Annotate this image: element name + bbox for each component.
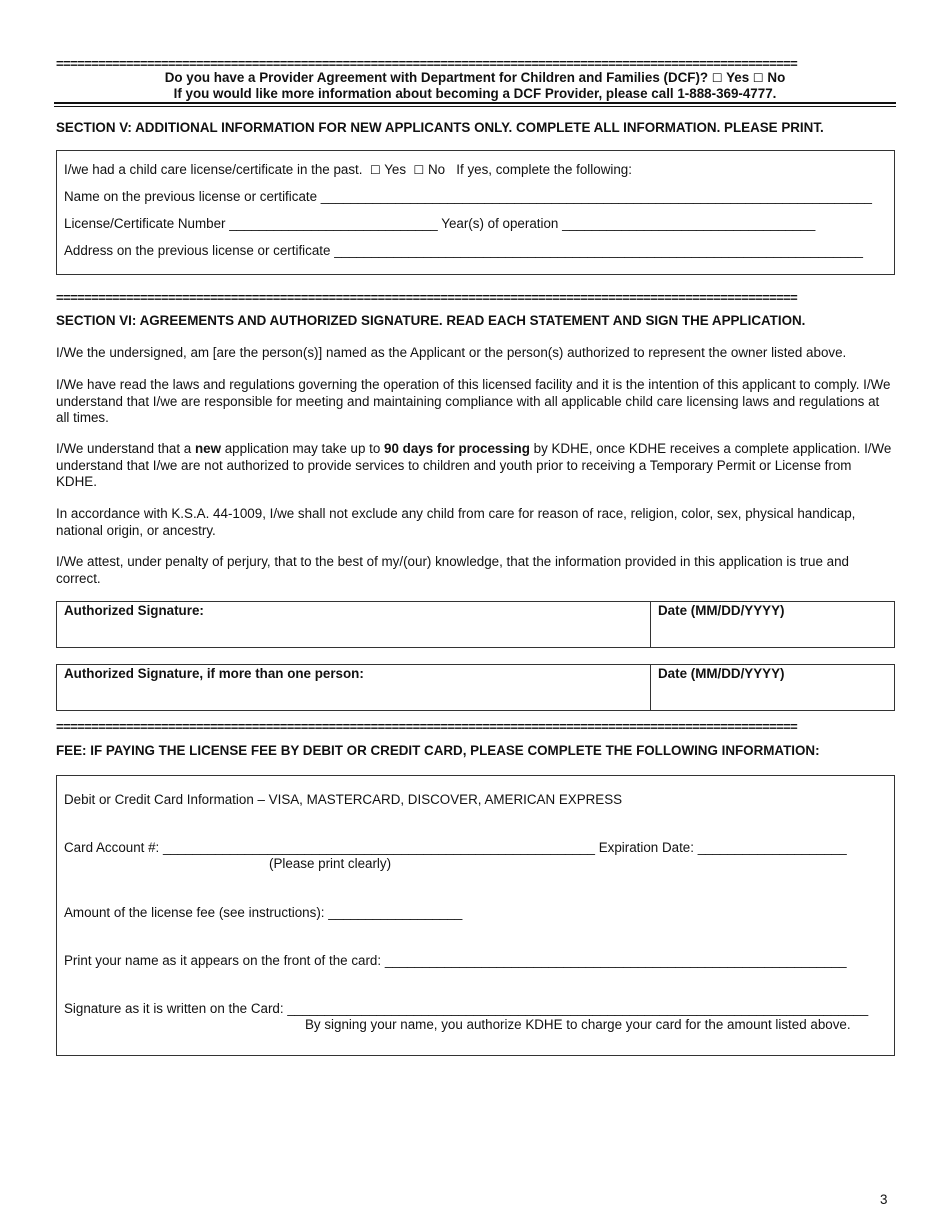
past-license-no-label: No (428, 162, 446, 177)
dcf-question-line (56, 70, 894, 86)
section5-heading: SECTION V: ADDITIONAL INFORMATION FOR NEW APPLICANTS ONLY. COMPLETE ALL INFORMATION. PLEASE PRINT. (56, 120, 824, 135)
dcf-question: Do you have a Provider Agreement with Department for Children and Families (DCF)? (164, 70, 709, 85)
license-fee-label: Amount of the license fee (see instructions): (64, 905, 325, 920)
card-signature-row (64, 1001, 868, 1016)
dcf-yes-checkbox[interactable]: ☐ (711, 71, 723, 85)
statement-3-new: new (194, 441, 222, 456)
second-signature-label: Authorized Signature, if more than one person: (64, 666, 364, 681)
past-license-yes-checkbox[interactable]: ☐ (369, 163, 381, 177)
card-account-field[interactable]: __________________________________________________________ (163, 840, 595, 855)
statement-4: In accordance with K.S.A. 44-1009, I/we shall not exclude any child from care for reason of race, religion, color, sex, physical handicap, national origin, or ancestry. (56, 506, 856, 538)
previous-address-row (64, 243, 863, 258)
past-license-question: I/we had a child care license/certificate in the past. (64, 162, 363, 177)
card-signature-label: Signature as it is written on the Card: (64, 1001, 284, 1016)
print-clearly-note: (Please print clearly) (269, 856, 392, 871)
dcf-info: If you would like more information about becoming a DCF Provider, please call 1-888-369-4777. (173, 86, 777, 101)
license-fee-field[interactable]: __________________ (328, 905, 463, 920)
years-operation-label: Year(s) of operation (441, 216, 559, 231)
section6-heading: SECTION VI: AGREEMENTS AND AUTHORIZED SIGNATURE. READ EACH STATEMENT AND SIGN THE APPLICATION. (56, 313, 806, 328)
statement-3-days: 90 days for processing (384, 441, 530, 456)
cardholder-name-row (64, 953, 847, 968)
cardholder-name-label: Print your name as it appears on the front of the card: (64, 953, 382, 968)
page-number: 3 (880, 1192, 888, 1207)
separator-line: ========================================================================================================== (56, 58, 798, 70)
statement-1: I/We the undersigned, am [are the person(s)] named as the Applicant or the person(s) authorized to represent the owner listed above. (56, 345, 847, 360)
separator-line: ========================================================================================================== (56, 721, 798, 733)
expiration-date-field[interactable]: ____________________ (697, 840, 847, 855)
previous-name-row (64, 189, 872, 204)
double-rule-top (54, 102, 896, 104)
second-signature-date-label: Date (MM/DD/YYYY) (658, 666, 785, 681)
card-info-text: Debit or Credit Card Information – VISA, MASTERCARD, DISCOVER, AMERICAN EXPRESS (64, 792, 623, 807)
statement-3-part-b: application may take up to (221, 441, 385, 456)
card-account-row (64, 840, 847, 855)
cardholder-name-field[interactable]: ______________________________________________________________ (384, 953, 847, 968)
license-number-field[interactable]: ____________________________ (229, 216, 438, 231)
license-fee-row (64, 905, 462, 920)
if-yes-instruction: If yes, complete the following: (456, 162, 632, 177)
past-license-yes-label: Yes (384, 162, 407, 177)
card-account-label: Card Account #: (64, 840, 160, 855)
years-operation-field[interactable]: __________________________________ (562, 216, 816, 231)
authorize-note: By signing your name, you authorize KDHE to charge your card for the amount listed above. (305, 1017, 851, 1032)
double-rule-bottom (54, 106, 896, 107)
expiration-date-label: Expiration Date: (598, 840, 694, 855)
statement-2: I/We have read the laws and regulations governing the operation of this licensed facility and it is the intention of this applicant to comply. I/We understand that I/we are responsible for meeting and maintaining compliance with all applicable child care licensing laws and regulations at all times. (56, 377, 891, 425)
previous-address-field[interactable]: _______________________________________________________________________ (334, 243, 863, 258)
dcf-yes-label: Yes (726, 70, 750, 85)
statement-3-part-c: by KDHE, once KDHE receives a complete application. I/We understand that I/we are not authorized to provide services to children and youth prior to receiving a Temporary Permit or License from KDHE. (56, 441, 892, 489)
fee-heading: FEE: IF PAYING THE LICENSE FEE BY DEBIT OR CREDIT CARD, PLEASE COMPLETE THE FOLLOWING INFORMATION: (56, 743, 820, 758)
previous-name-label: Name on the previous license or certificate (64, 189, 318, 204)
authorized-signature-label: Authorized Signature: (64, 603, 204, 618)
dcf-no-label: No (767, 70, 786, 85)
signature-date-label: Date (MM/DD/YYYY) (658, 603, 785, 618)
card-signature-field[interactable]: ______________________________________________________________________________ (287, 1001, 869, 1016)
statement-5: I/We attest, under penalty of perjury, that to the best of my/(our) knowledge, that the information provided in this application is true and correct. (56, 554, 849, 586)
previous-address-label: Address on the previous license or certificate (64, 243, 331, 258)
dcf-no-checkbox[interactable]: ☐ (752, 71, 764, 85)
separator-line: ========================================================================================================== (56, 292, 798, 304)
past-license-no-checkbox[interactable]: ☐ (413, 163, 425, 177)
past-license-row (64, 162, 632, 177)
statement-3-part-a: I/We understand that a (56, 441, 195, 456)
license-number-label: License/Certificate Number (64, 216, 226, 231)
previous-name-field[interactable]: __________________________________________________________________________ (320, 189, 872, 204)
statement-3 (56, 441, 894, 491)
license-number-row (64, 216, 815, 231)
